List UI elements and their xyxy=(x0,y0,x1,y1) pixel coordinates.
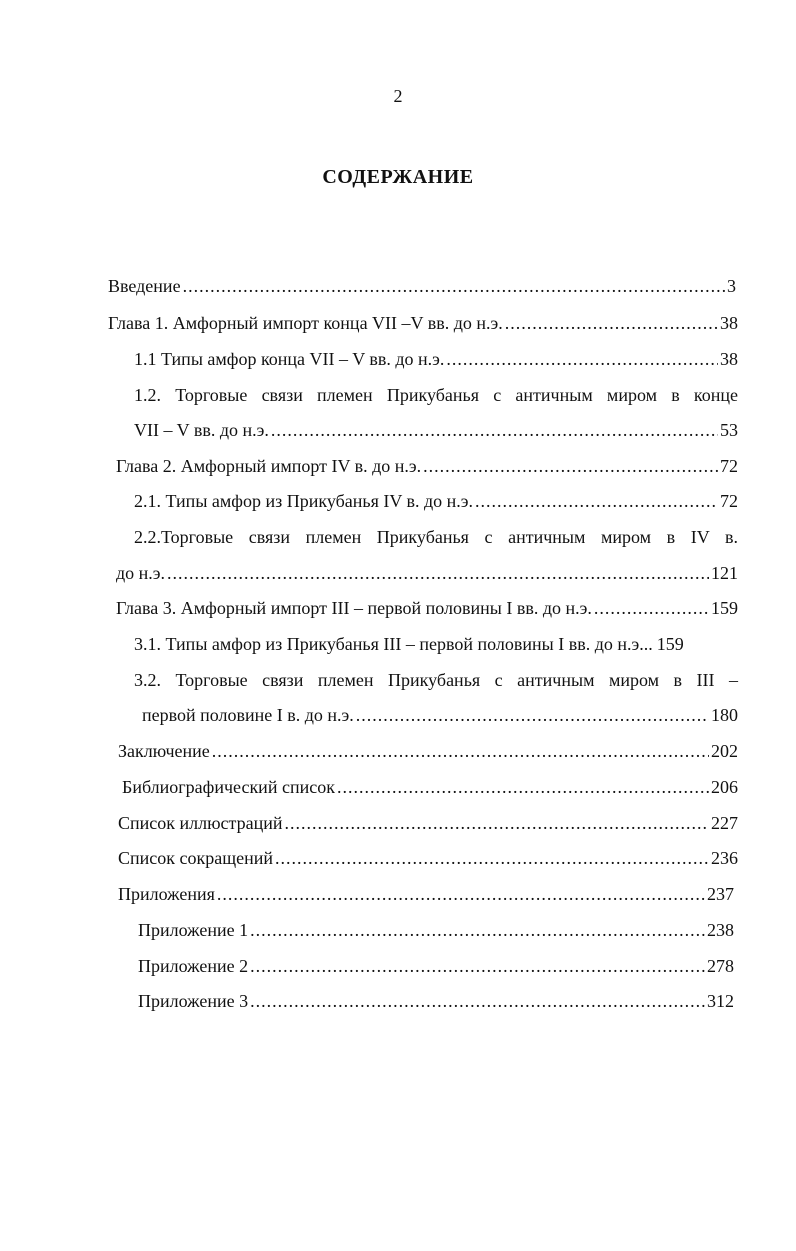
leader-dots xyxy=(167,563,709,584)
toc-entry-page: 227 xyxy=(711,813,738,833)
leader-dots xyxy=(250,920,705,941)
toc-entry-section-2-1 xyxy=(134,491,738,519)
toc-entry-section-3-2-line-2 xyxy=(142,705,738,733)
toc-entry-appendix-3 xyxy=(138,991,734,1019)
toc-entry-section-1-1 xyxy=(134,349,738,377)
toc-entry-page: 238 xyxy=(707,920,734,940)
toc-entry-page: 206 xyxy=(711,777,738,797)
toc-entry-label: Приложение 1 xyxy=(138,920,249,940)
toc-entry-page: 159 xyxy=(711,598,738,618)
toc-entry-label: VII – V вв. до н.э. xyxy=(134,420,269,440)
leader-dots xyxy=(285,813,709,834)
toc-entry-label: Заключение xyxy=(118,741,210,761)
toc-entry-page: 38 xyxy=(720,313,738,333)
leader-dots xyxy=(356,705,709,726)
toc-entry-section-1-2-line-1 xyxy=(134,385,738,413)
toc-entry-label: Глава 2. Амфорный импорт IV в. до н.э. xyxy=(116,456,422,476)
toc-entry-page: 53 xyxy=(720,420,738,440)
leader-dots xyxy=(337,777,709,798)
leader-dots xyxy=(217,884,705,905)
toc-entry-page: 202 xyxy=(711,741,738,761)
toc-entry-page: 237 xyxy=(707,884,734,904)
toc-entry-section-1-2-line-2 xyxy=(134,420,738,448)
toc-entry-appendix-1 xyxy=(138,920,734,948)
toc-entry-page: 180 xyxy=(711,705,738,725)
toc-entry-page: 278 xyxy=(707,956,734,976)
toc-entry-label: 2.1. Типы амфор из Прикубанья IV в. до н.э. xyxy=(134,491,474,511)
leader-dots xyxy=(423,456,718,477)
page-number: 2 xyxy=(393,86,403,106)
toc-entry-chapter-3 xyxy=(116,598,738,626)
toc-entry-abbreviations xyxy=(118,848,738,876)
toc-entry-label: 2.2.Торговые связи племен Прикубанья с античным миром в IV в. xyxy=(134,527,738,547)
toc-entry-illustrations xyxy=(118,813,738,841)
toc-entry-conclusion xyxy=(118,741,738,769)
toc-entry-label: Список иллюстраций xyxy=(118,813,283,833)
toc-entry-label: Библиографический список xyxy=(122,777,335,797)
toc-entry-page: 159 xyxy=(656,634,684,654)
toc-entry-page: 121 xyxy=(711,563,738,583)
leader-dots xyxy=(505,313,718,334)
leader-dots xyxy=(271,420,718,441)
leader-dots xyxy=(183,276,725,297)
toc-entry-label: до н.э. xyxy=(116,563,166,583)
toc-entry-chapter-2 xyxy=(116,456,738,484)
toc-entry-label: Список сокращений xyxy=(118,848,273,868)
toc-entry-label: 3.2. Торговые связи племен Прикубанья с античным миром в III – xyxy=(134,670,738,690)
toc-entry-intro xyxy=(108,276,736,304)
toc-entry-appendices xyxy=(118,884,734,912)
toc-entry-chapter-1 xyxy=(108,313,738,341)
toc-entry-label: Приложение 2 xyxy=(138,956,249,976)
toc-entry-page: 236 xyxy=(711,848,738,868)
toc-entry-label: Глава 1. Амфорный импорт конца VII –V вв. до н.э. xyxy=(108,313,503,333)
leader-dots xyxy=(475,491,718,512)
leader-dots xyxy=(250,991,705,1012)
toc-entry-label: 1.1 Типы амфор конца VII – V вв. до н.э. xyxy=(134,349,445,369)
toc-entry-label: 3.1. Типы амфор из Прикубанья III – первой половины I вв. до н.э... xyxy=(134,634,653,654)
leader-dots xyxy=(594,598,709,619)
leader-dots xyxy=(212,741,709,762)
toc-title: СОДЕРЖАНИЕ xyxy=(322,166,474,188)
toc-entry-page: 312 xyxy=(707,991,734,1011)
toc-entry-section-2-2-line-1 xyxy=(134,527,738,555)
toc-entry-section-3-1 xyxy=(134,634,738,662)
toc-entry-label: Приложение 3 xyxy=(138,991,249,1011)
toc-entry-label: Приложения xyxy=(118,884,215,904)
toc-entry-label: Введение xyxy=(108,276,181,296)
toc-entry-label: первой половине I в. до н.э. xyxy=(142,705,354,725)
toc-entry-page: 3 xyxy=(727,276,736,296)
toc-entry-bibliography xyxy=(122,777,738,805)
leader-dots xyxy=(446,349,718,370)
toc-entry-label: 1.2. Торговые связи племен Прикубанья с античным миром в конце xyxy=(134,385,738,405)
toc-entry-section-3-2-line-1 xyxy=(134,670,738,698)
leader-dots xyxy=(275,848,709,869)
toc-entry-page: 38 xyxy=(720,349,738,369)
toc-entry-page: 72 xyxy=(720,456,738,476)
toc-entry-appendix-2 xyxy=(138,956,734,984)
leader-dots xyxy=(250,956,705,977)
toc-entry-page: 72 xyxy=(720,491,738,511)
toc-entry-section-2-2-line-2 xyxy=(116,563,738,591)
toc-entry-label: Глава 3. Амфорный импорт III – первой половины I вв. до н.э. xyxy=(116,598,592,618)
